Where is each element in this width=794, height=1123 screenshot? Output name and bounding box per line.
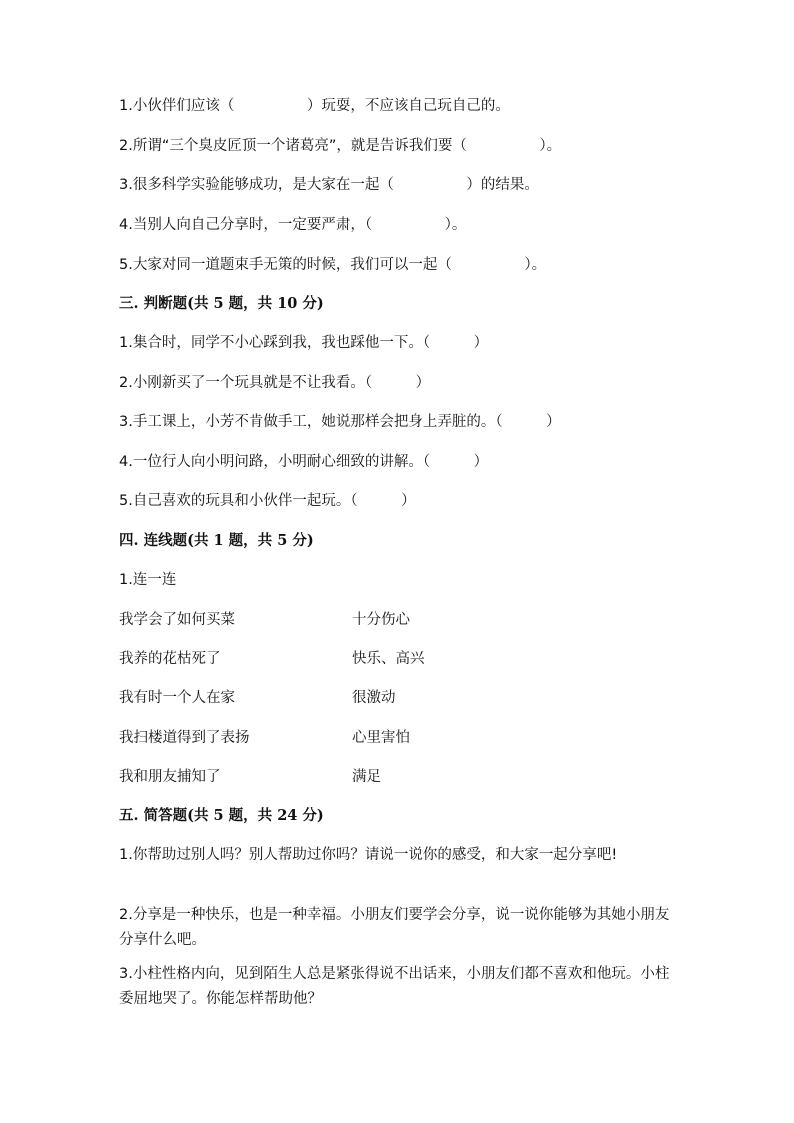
match-left-item-3: 我有时一个人在家 (119, 690, 235, 706)
match-left-item-1: 我学会了如何买菜 (119, 612, 235, 628)
fill-question-3: 3.很多科学实验能够成功，是大家在一起（ ）的结果。 (119, 177, 539, 193)
judge-question-1: 1.集合时，同学不小心踩到我，我也踩他一下。（ ） (119, 335, 489, 351)
fill-question-5: 5.大家对同一道题束手无策的时候，我们可以一起（ ）。 (119, 257, 547, 273)
match-right-item-3: 很激动 (352, 690, 396, 706)
match-right-item-2: 快乐、高兴 (352, 651, 425, 667)
judge-question-3: 3.手工课上，小芳不肯做手工，她说那样会把身上弄脏的。（ ） (119, 414, 561, 430)
match-left-item-5: 我和朋友捕知了 (119, 769, 221, 785)
judge-question-2: 2.小刚新买了一个玩具就是不让我看。（ ） (119, 375, 431, 391)
short-section-heading: 五. 简答题(共 5 题，共 24 分) (119, 807, 324, 824)
match-right-item-4: 心里害怕 (352, 730, 410, 746)
match-left-item-2: 我养的花枯死了 (119, 651, 221, 667)
short-question-1: 1.你帮助过别人吗？别人帮助过你吗？请说一说你的感受，和大家一起分享吧! (119, 847, 618, 863)
fill-question-2: 2.所谓“三个臭皮匠顶一个诸葛亮”，就是告诉我们要（ ）。 (119, 138, 562, 154)
match-right-item-5: 满足 (352, 769, 381, 785)
match-section-heading: 四. 连线题(共 1 题，共 5 分) (119, 532, 314, 549)
judge-question-4: 4.一位行人向小明问路，小明耐心细致的讲解。（ ） (119, 454, 489, 470)
match-right-item-1: 十分伤心 (352, 612, 410, 628)
fill-question-4: 4.当别人向自己分享时，一定要严肃，（ ）。 (119, 217, 467, 233)
short-question-3: 3.小柱性格内向，见到陌生人总是紧张得说不出话来，小朋友们都不喜欢和他玩。小柱委屈地哭了。你能怎样帮助他？ (119, 966, 670, 1007)
short-question-2: 2.分享是一种快乐，也是一种幸福。小朋友们要学会分享，说一说你能够为其她小朋友分享什么吧。 (119, 907, 670, 948)
fill-question-1: 1.小伙伴们应该（ ）玩耍，不应该自己玩自己的。 (119, 98, 510, 114)
match-question: 1.连一连 (119, 572, 177, 588)
match-left-item-4: 我扫楼道得到了表扬 (119, 730, 250, 746)
judge-question-5: 5.自己喜欢的玩具和小伙伴一起玩。（ ） (119, 493, 416, 509)
judge-section-heading: 三. 判断题(共 5 题，共 10 分) (119, 295, 324, 312)
